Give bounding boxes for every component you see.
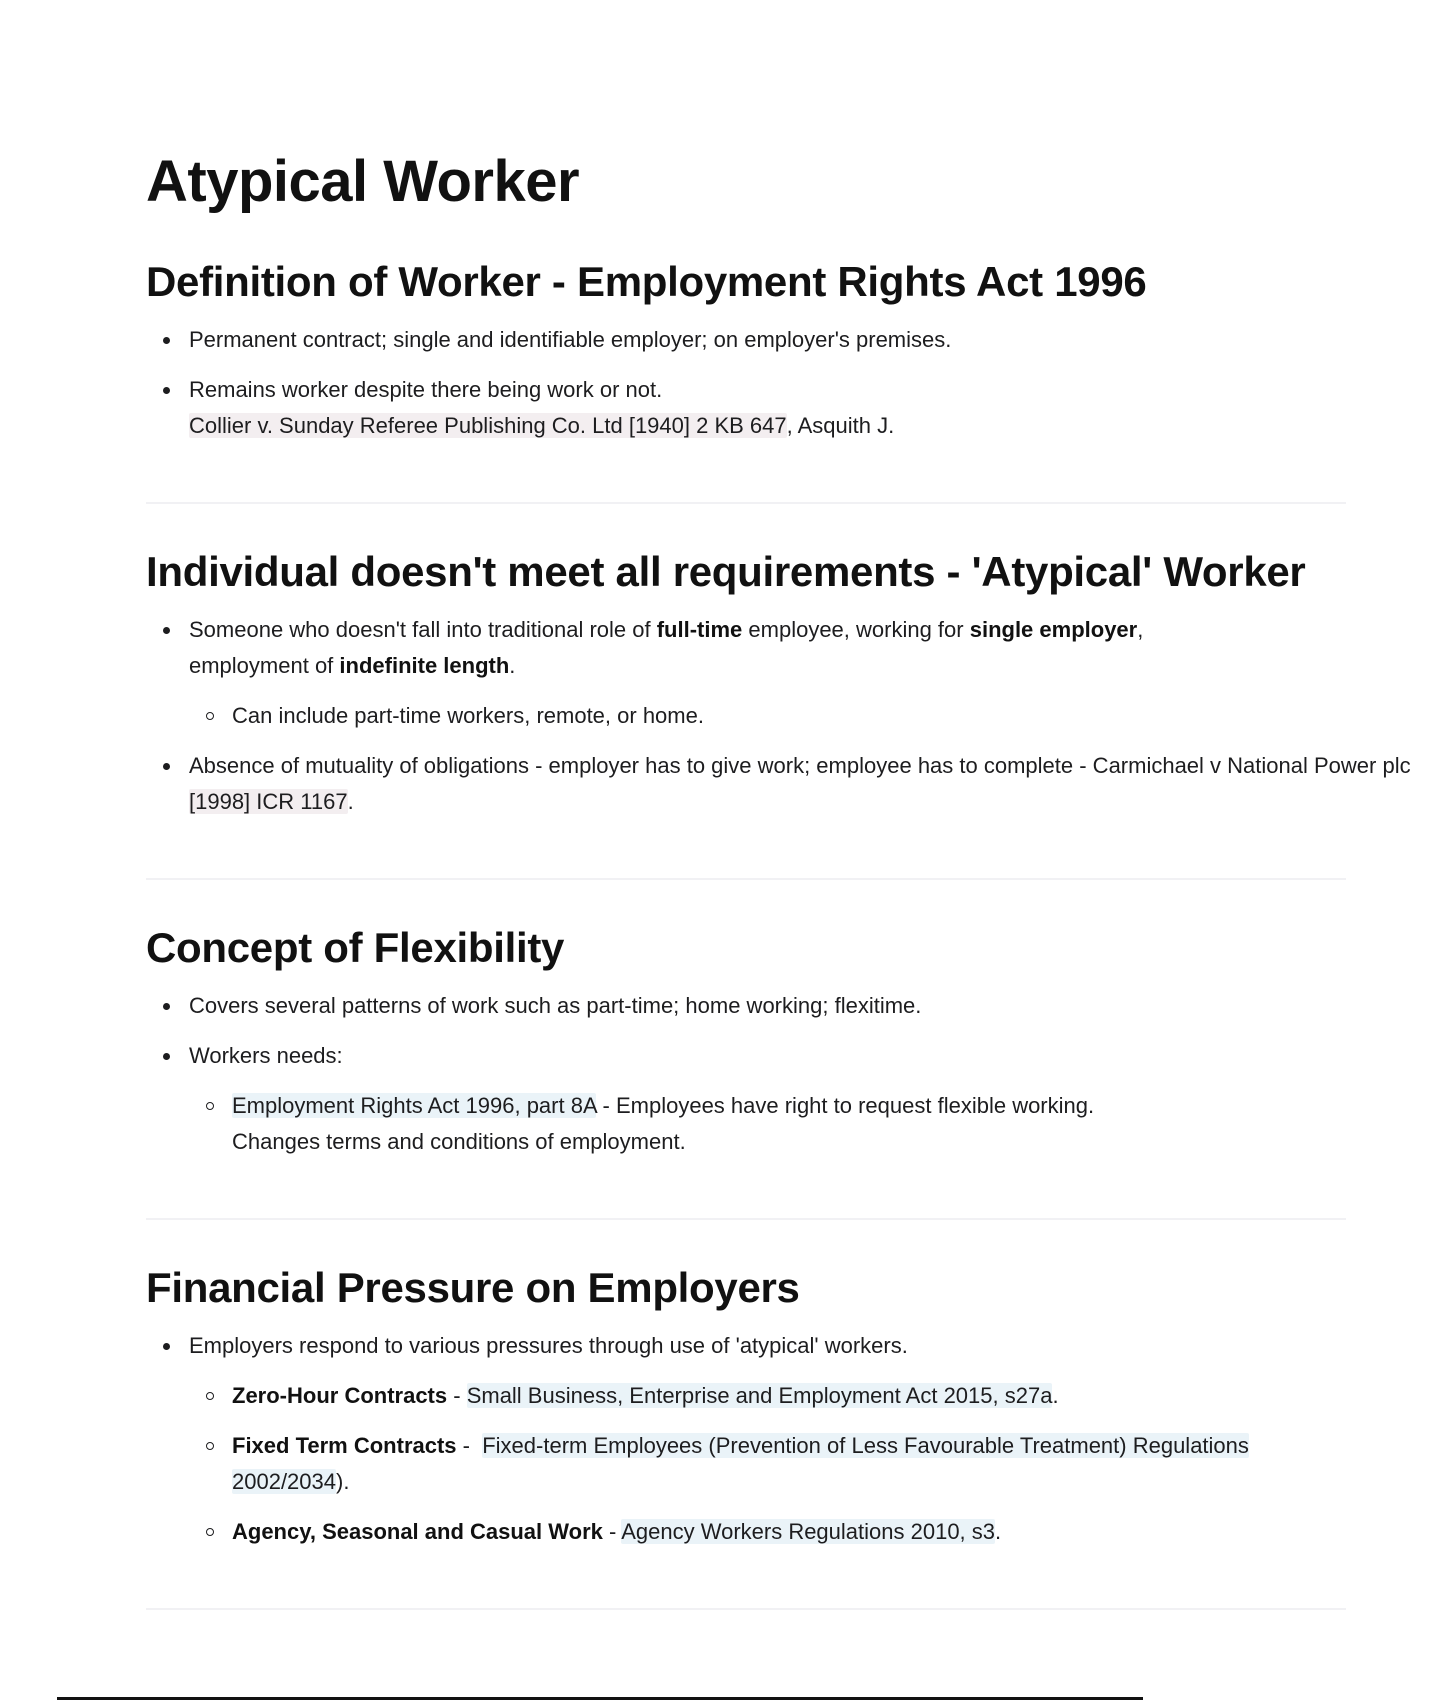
case-citation: Collier v. Sunday Referee Publishing Co. Ltd [1940] 2 KB 647 [189, 413, 787, 438]
list-item-text: Covers several patterns of work such as part-time; home working; flexitime. [189, 993, 922, 1018]
statute-citation: Small Business, Enterprise and Employment Act 2015, s27a [466, 1383, 1053, 1408]
list-item [146, 1328, 1446, 1550]
statute-citation: Fixed-term Employees (Prevention of Less Favourable Treatment) Regulations [482, 1433, 1249, 1458]
text-run: . [1052, 1383, 1059, 1408]
list-item-text: Employers respond to various pressures through use of 'atypical' workers. [189, 1333, 908, 1358]
text-run: , [1137, 617, 1144, 642]
list-item [146, 988, 1446, 1024]
text-run: - [456, 1433, 483, 1458]
section-divider [146, 1608, 1346, 1610]
statute-citation: Employment Rights Act 1996, part 8A [232, 1093, 597, 1118]
citation-tail: , Asquith J. [786, 413, 895, 438]
sub-bullet-list [189, 698, 1446, 734]
sub-bullet-list [189, 1378, 1446, 1550]
document-content [146, 148, 1446, 1610]
section-heading: Concept of Flexibility [146, 924, 565, 971]
text-run: Changes terms and conditions of employment. [232, 1129, 686, 1154]
list-item-text: Workers needs: [189, 1043, 343, 1068]
text-run: employee, working for [742, 617, 970, 642]
text-run: . [509, 653, 516, 678]
sub-list-item [146, 698, 1446, 734]
text-run: ). [336, 1469, 350, 1494]
text-run: - Employees have right to request flexible working. [596, 1093, 1095, 1118]
section-definition-of-worker [146, 256, 1446, 444]
section-divider [146, 1218, 1346, 1220]
text-run: . [995, 1519, 1002, 1544]
list-item [146, 322, 1446, 358]
section-atypical-worker [146, 546, 1446, 820]
list-item [146, 748, 1446, 820]
section-financial-pressure [146, 1262, 1446, 1550]
bold-text: Zero-Hour Contracts [232, 1383, 448, 1408]
section-concept-of-flexibility [146, 922, 1446, 1160]
statute-citation: 2002/2034 [232, 1469, 336, 1494]
sub-list-item [146, 1088, 1446, 1160]
bold-text: Fixed Term Contracts [232, 1433, 457, 1458]
sub-list-item [146, 1428, 1446, 1500]
list-item-text: Remains worker despite there being work or not. [189, 377, 663, 402]
sub-bullet-list [189, 1088, 1446, 1160]
bold-text: Agency, Seasonal and Casual Work [232, 1519, 603, 1544]
section-heading: Individual doesn't meet all requirements - 'Atypical' Worker [146, 548, 1306, 595]
case-citation: [1998] ICR 1167 [189, 789, 348, 814]
section-divider [146, 502, 1346, 504]
document-title: Atypical Worker [146, 149, 580, 214]
list-item [146, 612, 1446, 734]
text-run: employment of [189, 653, 340, 678]
bullet-list [146, 988, 1446, 1160]
text-run: - [447, 1383, 467, 1408]
citation-tail: . [347, 789, 354, 814]
bold-text: full-time [656, 617, 743, 642]
sub-list-item [146, 1514, 1446, 1550]
text-run: - [602, 1519, 622, 1544]
section-heading: Definition of Worker - Employment Rights Act 1996 [146, 258, 1147, 305]
list-item [146, 372, 1446, 444]
bold-text: single employer [969, 617, 1138, 642]
list-item-line [232, 1433, 1249, 1458]
document-page [146, 0, 1411, 1700]
bullet-list [146, 322, 1446, 444]
section-heading: Financial Pressure on Employers [146, 1264, 800, 1311]
list-item-text: Can include part-time workers, remote, or home. [232, 703, 704, 728]
list-item [146, 1038, 1446, 1160]
section-divider [146, 878, 1346, 880]
statute-citation: Agency Workers Regulations 2010, s3 [621, 1519, 996, 1544]
text-run: Someone who doesn't fall into traditional role of [189, 617, 657, 642]
text-run: Absence of mutuality of obligations - employer has to give work; employee has to complete - Carmichael v National Power plc [189, 753, 1411, 778]
list-item-line [189, 753, 1411, 778]
bullet-list [146, 612, 1446, 820]
list-item-text: Permanent contract; single and identifiable employer; on employer's premises. [189, 327, 952, 352]
bullet-list [146, 1328, 1446, 1550]
list-item-line [189, 617, 1143, 642]
bold-text: indefinite length [339, 653, 510, 678]
sub-list-item [146, 1378, 1446, 1414]
